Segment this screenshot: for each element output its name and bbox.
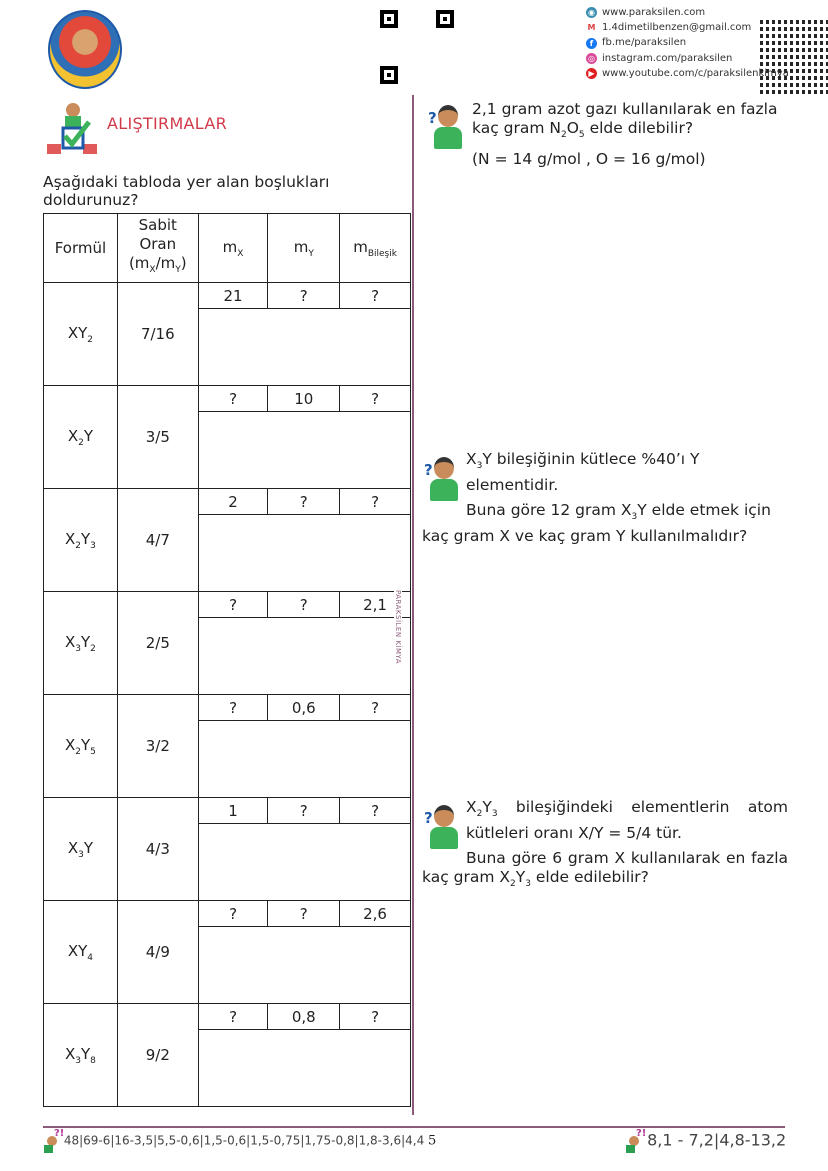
my-cell[interactable]: ? <box>268 798 340 824</box>
my-cell[interactable]: ? <box>268 283 340 309</box>
table-row <box>44 798 411 824</box>
header-my: $m_Y$ <box>268 214 340 283</box>
mcompound-cell[interactable]: ? <box>340 695 411 721</box>
question-1: 2,1 gram azot gazı kullanılarak en fazla kaç gram $N_2O_5$ elde dilebilir? (N = 14 g/mol , O = 16 g/mol) <box>472 100 778 169</box>
question-2: $X_3Y$ bileşiğinin kütlece %40’ı Y elementidir. Buna göre 12 gram $X_3Y$ elde etmek için kaç gram X ve kaç gram Y kullanılmalıdır? <box>422 450 771 546</box>
page-number: 5 <box>428 1133 437 1149</box>
mcompound-cell[interactable]: ? <box>340 489 411 515</box>
footer-answers-right: ?! 8,1 - 7,2|4,8-13,2 <box>626 1130 786 1152</box>
qr-code <box>380 10 454 84</box>
instruction-text: Aşağıdaki tabloda yer alan boşlukları doldurunuz? <box>43 173 330 209</box>
section-title: ALIŞTIRMALAR <box>107 114 228 133</box>
my-cell[interactable]: ? <box>268 489 340 515</box>
answer-character-icon: ?! <box>626 1130 642 1152</box>
table-row <box>44 1004 411 1030</box>
work-space[interactable] <box>198 515 410 592</box>
header-formula: Formül <box>44 214 118 283</box>
formula-cell: $X_3Y_8$ <box>44 1004 118 1107</box>
table-row <box>44 283 411 309</box>
ratio-cell: 4/3 <box>117 798 198 901</box>
header-ratio: Sabit Oran $(m_X/m_Y)$ <box>117 214 198 283</box>
formula-cell: $X_2Y_3$ <box>44 489 118 592</box>
work-space[interactable] <box>198 824 410 901</box>
work-space[interactable] <box>198 1030 410 1107</box>
mx-cell[interactable]: ? <box>198 386 268 412</box>
answer-character-icon: ?! <box>44 1130 60 1152</box>
mx-cell[interactable]: ? <box>198 592 268 618</box>
work-space[interactable] <box>198 412 410 489</box>
formula-cell: $X_3Y$ <box>44 798 118 901</box>
my-cell[interactable]: ? <box>268 901 340 927</box>
formula-cell: $XY_2$ <box>44 283 118 386</box>
my-cell[interactable]: 10 <box>268 386 340 412</box>
mcompound-cell[interactable]: ? <box>340 798 411 824</box>
my-cell[interactable]: 0,6 <box>268 695 340 721</box>
footer-answers-left: ?! 48|69-6|16-3,5|5,5-0,6|1,5-0,6|1,5-0,75|1,75-0,8|1,8-3,6|4,4 5 <box>44 1130 436 1152</box>
table-row <box>44 592 411 618</box>
ratio-cell: 9/2 <box>117 1004 198 1107</box>
gmail-icon: M <box>587 23 596 33</box>
ratio-cell: 3/2 <box>117 695 198 798</box>
facebook-icon: f <box>586 38 597 49</box>
formula-cell: $XY_4$ <box>44 901 118 1004</box>
mcompound-cell[interactable]: ? <box>340 1004 411 1030</box>
author-avatar <box>48 10 122 89</box>
my-cell[interactable]: 0,8 <box>268 1004 340 1030</box>
link-email[interactable]: M 1.4dimetilbenzen@gmail.com <box>587 22 752 34</box>
mcompound-cell[interactable]: ? <box>340 283 411 309</box>
mx-cell[interactable]: ? <box>198 901 268 927</box>
table-row <box>44 386 411 412</box>
footer-divider <box>43 1126 785 1128</box>
table-row <box>44 695 411 721</box>
link-instagram[interactable]: ◎ instagram.com/paraksilen <box>588 52 733 64</box>
exercise-checkbox-icon <box>45 100 100 158</box>
formula-cell: $X_2Y_5$ <box>44 695 118 798</box>
mcompound-cell[interactable]: ? <box>340 386 411 412</box>
link-facebook[interactable]: f fb.me/paraksilen <box>586 35 789 50</box>
ratio-cell: 2/5 <box>117 592 198 695</box>
work-space[interactable] <box>198 309 410 386</box>
column-divider <box>412 95 414 1115</box>
ratio-cell: 7/16 <box>117 283 198 386</box>
mx-cell[interactable]: 1 <box>198 798 268 824</box>
ratio-cell: 4/9 <box>117 901 198 1004</box>
watermark: PARAKSİLEN KİMYA <box>394 590 402 665</box>
link-youtube[interactable]: ▶ www.youtube.com/c/paraksilenkimya <box>586 66 789 81</box>
work-space[interactable] <box>198 618 410 695</box>
mcompound-cell[interactable]: 2,6 <box>340 901 411 927</box>
mx-cell[interactable]: 21 <box>198 283 268 309</box>
table-row <box>44 901 411 927</box>
question-3: $X_2Y_3$ bileşiğindeki elementlerin atom kütleleri oranı X/Y = 5/4 tür. Buna göre 6 gram X kullanılarak en fazla kaç gram $X_2Y_3$ elde edilebilir? <box>422 798 788 890</box>
instagram-icon: ◎ <box>586 53 597 64</box>
work-space[interactable] <box>198 721 410 798</box>
mcompound-cell[interactable]: 2,1 <box>340 592 411 618</box>
mx-cell[interactable]: ? <box>198 695 268 721</box>
question-character-icon: ? <box>424 803 464 853</box>
header-mx: $m_X$ <box>198 214 268 283</box>
formula-cell: $X_2Y$ <box>44 386 118 489</box>
question-character-icon: ? <box>428 103 468 153</box>
mx-cell[interactable]: 2 <box>198 489 268 515</box>
table-row <box>44 489 411 515</box>
ratio-cell: 4/7 <box>117 489 198 592</box>
ratio-cell: 3/5 <box>117 386 198 489</box>
my-cell[interactable]: ? <box>268 592 340 618</box>
question-character-icon: ? <box>424 455 464 505</box>
work-space[interactable] <box>198 927 410 1004</box>
youtube-icon: ▶ <box>586 68 597 79</box>
mx-cell[interactable]: ? <box>198 1004 268 1030</box>
contact-links <box>586 5 789 81</box>
formula-cell: $X_3Y_2$ <box>44 592 118 695</box>
table-header-row <box>44 214 411 283</box>
globe-icon: ◉ <box>586 7 597 18</box>
fill-in-table <box>43 213 411 1107</box>
header-mcompound: $m_{Bileşik}$ <box>340 214 411 283</box>
link-website[interactable]: ◉ www.paraksilen.com <box>588 7 706 18</box>
